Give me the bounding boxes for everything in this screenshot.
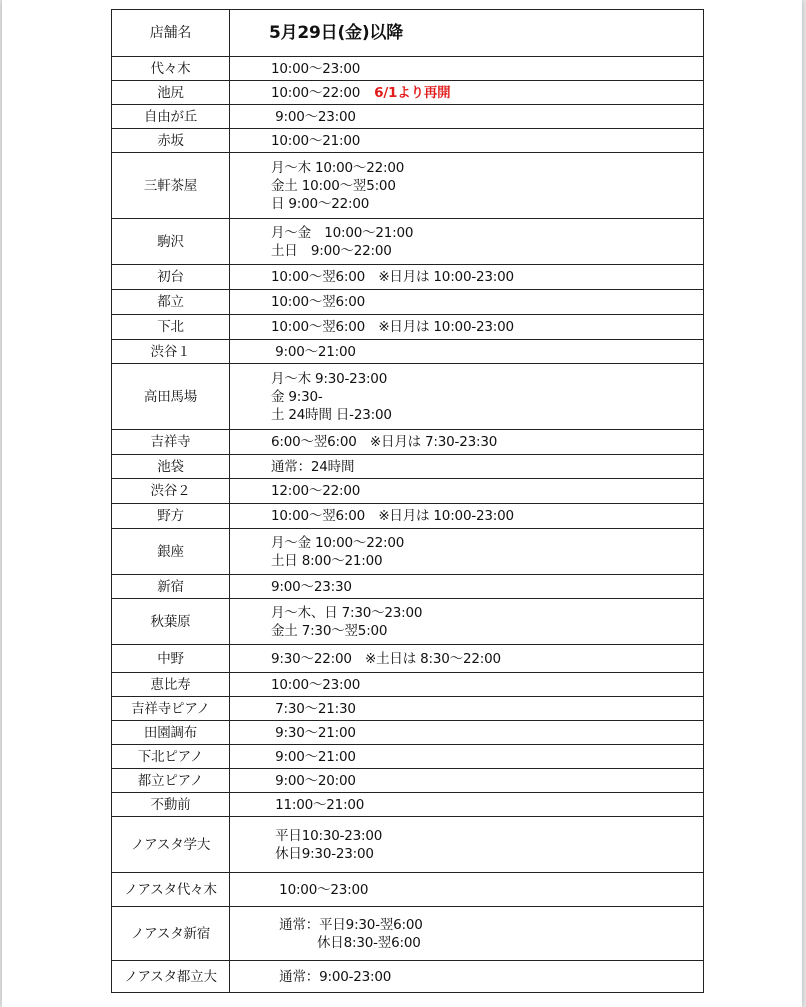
table-row	[112, 907, 704, 961]
hours-line: 10:00～23:00	[271, 676, 361, 693]
hours-cell	[230, 455, 704, 479]
table-row	[112, 504, 704, 529]
table-row	[112, 769, 704, 793]
hours-line: 12:00～22:00	[271, 483, 361, 499]
hours-cell	[230, 430, 704, 455]
hours-cell	[230, 290, 704, 315]
store-name-cell: ノアスタ都立大	[112, 961, 230, 993]
table-row	[112, 745, 704, 769]
table-row	[112, 817, 704, 873]
hours-line: 日 9:00～22:00	[271, 195, 370, 212]
hours-line: 9:00～23:30	[271, 578, 352, 595]
hours-line: 月～木 9:30-23:00	[271, 370, 388, 387]
store-name-cell: 初台	[112, 265, 230, 290]
store-name-cell: ノアスタ代々木	[112, 873, 230, 907]
store-name-cell: 野方	[112, 504, 230, 529]
store-name-cell: 自由が丘	[112, 105, 230, 129]
store-hours-table	[111, 9, 704, 993]
store-name-cell: 池尻	[112, 81, 230, 105]
table-row	[112, 81, 704, 105]
hours-cell	[230, 575, 704, 599]
hours-line: 10:00～22:00	[271, 84, 361, 101]
document-page	[2, 0, 802, 1007]
hours-cell	[230, 907, 704, 961]
table-row	[112, 57, 704, 81]
table-row	[112, 364, 704, 430]
table-row	[112, 265, 704, 290]
hours-cell	[230, 105, 704, 129]
hours-line: 土日 8:00～21:00	[271, 552, 383, 569]
table-row	[112, 673, 704, 697]
table-row	[112, 645, 704, 673]
hours-line: 月～金 10:00～22:00	[271, 534, 405, 551]
store-name-cell: 高田馬場	[112, 364, 230, 430]
hours-cell	[230, 315, 704, 340]
hours-cell	[230, 504, 704, 529]
store-name-cell: 吉祥寺	[112, 430, 230, 455]
store-name-cell: ノアスタ新宿	[112, 907, 230, 961]
hours-cell	[230, 645, 704, 673]
hours-line: 9:00～20:00	[271, 772, 356, 789]
table-row	[112, 430, 704, 455]
table-row	[112, 290, 704, 315]
table-row	[112, 793, 704, 817]
hours-line: 9:30～21:00	[271, 724, 356, 741]
table-row	[112, 479, 704, 504]
hours-line: 土 24時間 日-23:00	[271, 406, 392, 423]
hours-line: 9:00～23:00	[271, 108, 356, 125]
store-name-header: 店舗名	[112, 10, 230, 57]
table-row	[112, 219, 704, 265]
store-name-cell: 秋葉原	[112, 599, 230, 645]
hours-line: 7:30～21:30	[271, 700, 356, 717]
hours-line: 通常：9:00-23:00	[271, 968, 392, 985]
hours-line: 休日8:30-翌6:00	[317, 934, 421, 951]
store-name-cell: 都立ピアノ	[112, 769, 230, 793]
table-row	[112, 873, 704, 907]
store-name-cell: 中野	[112, 645, 230, 673]
table-row	[112, 455, 704, 479]
hours-line: 10:00～翌6:00 ※日月は 10:00-23:00	[271, 269, 514, 285]
hours-cell	[230, 721, 704, 745]
store-name-cell: 赤坂	[112, 129, 230, 153]
hours-cell	[230, 769, 704, 793]
hours-cell	[230, 57, 704, 81]
hours-line: 月～金 10:00～21:00	[271, 224, 414, 241]
store-name-cell: 三軒茶屋	[112, 153, 230, 219]
store-name-cell: 銀座	[112, 529, 230, 575]
hours-cell	[230, 793, 704, 817]
hours-cell	[230, 81, 704, 105]
hours-line: 通常：24時間	[271, 458, 355, 475]
date-header: 5月29日(金)以降	[230, 10, 704, 57]
hours-line: 金土 7:30～翌5:00	[271, 622, 388, 639]
store-name-cell: 不動前	[112, 793, 230, 817]
hours-line: 6:00～翌6:00 ※日月は 7:30-23:30	[271, 434, 498, 450]
hours-cell	[230, 697, 704, 721]
hours-cell	[230, 265, 704, 290]
store-name-cell: 下北	[112, 315, 230, 340]
store-name-cell: 田園調布	[112, 721, 230, 745]
hours-line: 土日 9:00～22:00	[271, 242, 392, 259]
table-row	[112, 697, 704, 721]
store-name-cell: 渋谷２	[112, 479, 230, 504]
store-name-cell: 駒沢	[112, 219, 230, 265]
hours-line: 10:00～翌6:00 ※日月は 10:00-23:00	[271, 319, 514, 335]
hours-line: 10:00～翌6:00 ※日月は 10:00-23:00	[271, 508, 514, 524]
table-row	[112, 721, 704, 745]
hours-line: 9:00～21:00	[271, 748, 356, 765]
hours-line: 平日10:30-23:00	[271, 827, 383, 844]
hours-cell	[230, 673, 704, 697]
hours-line: 金 9:30-	[271, 388, 323, 405]
table-row	[112, 153, 704, 219]
store-name-cell: 代々木	[112, 57, 230, 81]
hours-line: 通常：平日9:30-翌6:00	[271, 916, 423, 933]
hours-cell	[230, 340, 704, 364]
table-row	[112, 599, 704, 645]
store-name-cell: 恵比寿	[112, 673, 230, 697]
store-name-cell: 吉祥寺ピアノ	[112, 697, 230, 721]
hours-cell	[230, 364, 704, 430]
hours-cell	[230, 817, 704, 873]
table-row	[112, 529, 704, 575]
store-name-cell: 渋谷１	[112, 340, 230, 364]
hours-cell	[230, 599, 704, 645]
hours-line: 月～木 10:00～22:00	[271, 159, 405, 176]
store-name-cell: 新宿	[112, 575, 230, 599]
table-row	[112, 129, 704, 153]
store-name-cell: 都立	[112, 290, 230, 315]
hours-line: 休日9:30-23:00	[271, 845, 374, 862]
table-row	[112, 105, 704, 129]
hours-line: 10:00～23:00	[271, 881, 369, 898]
hours-cell	[230, 745, 704, 769]
hours-line: 9:30～22:00 ※土日は 8:30～22:00	[271, 650, 501, 667]
table-row	[112, 961, 704, 993]
table-row	[112, 575, 704, 599]
hours-cell	[230, 129, 704, 153]
store-name-cell: 下北ピアノ	[112, 745, 230, 769]
hours-cell	[230, 529, 704, 575]
table-row	[112, 315, 704, 340]
hours-line: 月～木、日 7:30～23:00	[271, 604, 423, 621]
table-header-row	[112, 10, 704, 57]
hours-line: 10:00～翌6:00	[271, 294, 366, 310]
hours-cell	[230, 479, 704, 504]
hours-line: 10:00～21:00	[271, 132, 361, 149]
hours-cell	[230, 153, 704, 219]
store-name-cell: 池袋	[112, 455, 230, 479]
hours-line: 10:00～23:00	[271, 60, 361, 77]
reopen-note: 6/1より再開	[374, 84, 451, 101]
hours-line: 金土 10:00～翌5:00	[271, 177, 396, 194]
table-row	[112, 340, 704, 364]
hours-line: 11:00～21:00	[271, 796, 365, 813]
hours-cell	[230, 873, 704, 907]
hours-line: 9:00～21:00	[271, 343, 356, 360]
store-name-cell: ノアスタ学大	[112, 817, 230, 873]
hours-cell	[230, 961, 704, 993]
hours-cell	[230, 219, 704, 265]
